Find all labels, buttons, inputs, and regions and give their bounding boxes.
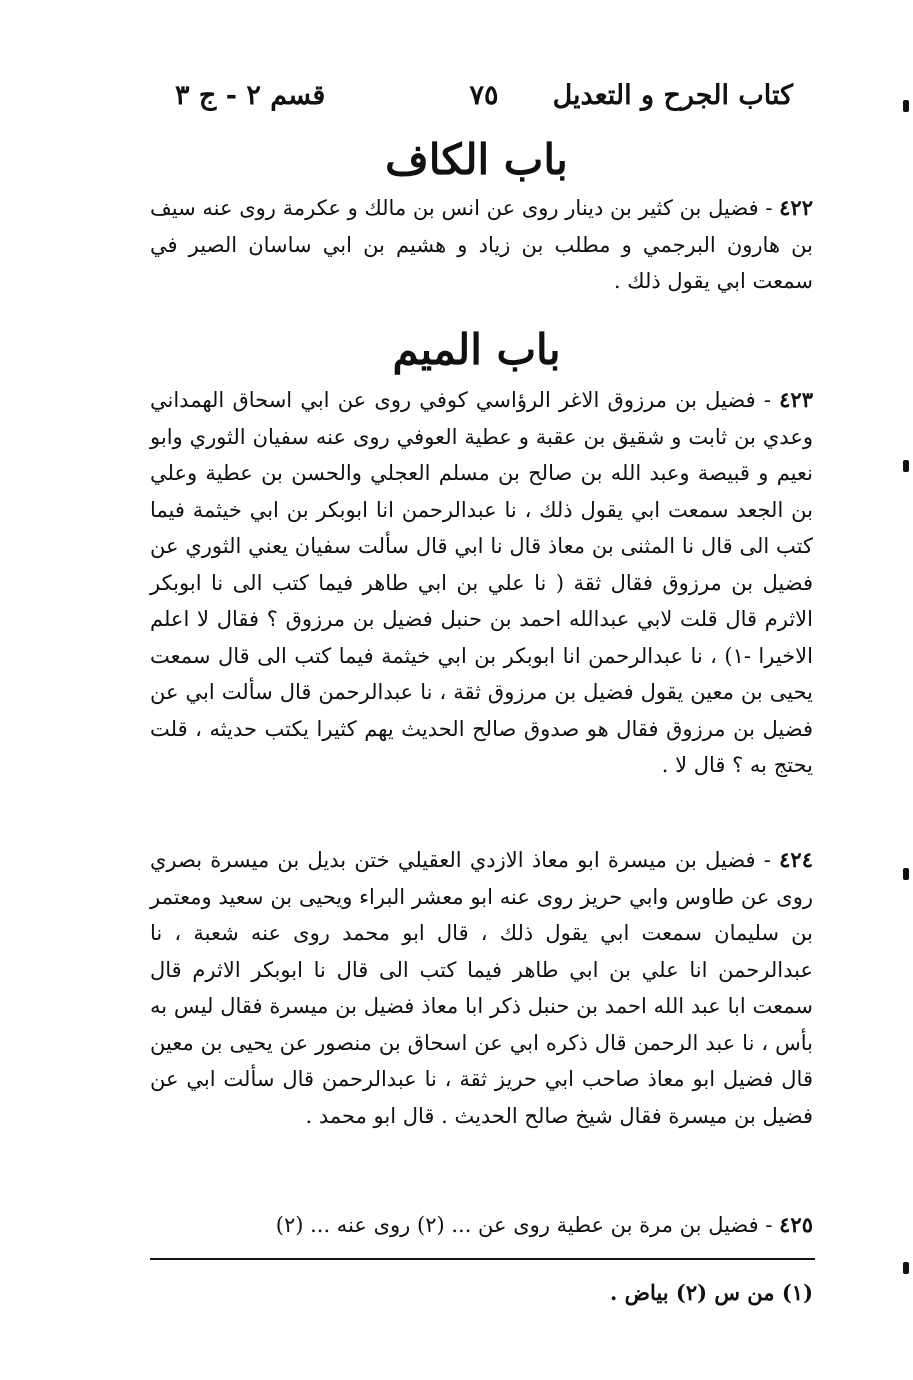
footnote: (١) من س (٢) بياض . — [609, 1280, 813, 1305]
book-title: كتاب الجرح و التعديل — [552, 80, 793, 111]
entry-number: ٤٢٤ — [779, 847, 813, 872]
margin-mark — [903, 868, 909, 880]
margin-mark — [903, 460, 909, 472]
entry-text: - فضيل بن مرزوق الاغر الرؤاسي كوفي روى عن ابي اسحاق الهمداني وعدي بن ثابت و شقيق بن عقبة و عطية العوفي روى عنه سفيان الثوري وابو نعيم و قبيصة وعبد الله بن صالح بن مسلم العجلي والحسن بن عطية وعلي بن الجعد سمعت ابي يقول ذلك ، نا عبدالرحمن انا ابوبكر بن ابي خيثمة فيما كتب الى قال نا المثنى بن معاذ قال نا ابي قال سألت سفيان يعني الثوري عن فضيل بن مرزوق فقال ثقة ( نا علي بن ابي طاهر فيما كتب الى نا ابوبكر الاثرم قال قلت لابي عبدالله احمد بن حنبل فضيل بن مرزوق ؟ فقال لا اعلم الاخيرا -١) ، نا عبدالرحمن انا ابوبكر بن ابي خيثمة فيما كتب الى قال سمعت يحيى بن معين يقول فضيل بن مرزوق ثقة ، نا عبدالرحمن قال سألت ابي عن فضيل بن مرزوق فقال هو صدوق صالح الحديث يهم كثيرا يكتب حديثه ، قلت يحتج به ؟ قال لا . — [150, 388, 813, 777]
entry-number: ٤٢٥ — [779, 1212, 813, 1237]
volume-label: قسم ٢ - ج ٣ — [175, 80, 326, 111]
page-number: ٧٥ — [469, 80, 499, 111]
section-heading-mim: باب الميم — [392, 325, 561, 374]
entry-text: - فضيل بن كثير بن دينار روى عن انس بن مالك و عكرمة روى عنه سيف بن هارون البرجمي و مطلب بن زياد و هشيم بن ابي ساسان الصير في سمعت ابي يقول ذلك . — [150, 196, 813, 293]
margin-mark — [903, 1262, 909, 1274]
entry-text: - فضيل بن مرة بن عطية روى عن ... (٢) روى عنه ... (٢) — [275, 1213, 773, 1237]
entry-423 — [150, 382, 813, 784]
section-heading-kaf: باب الكاف — [385, 135, 568, 184]
entry-text: - فضيل بن ميسرة ابو معاذ الازدي العقيلي ختن بديل بن ميسرة بصري روى عن طاوس وابي حريز روى عنه ابو معشر البراء ويحيى بن سعيد ومعتمر بن سليمان سمعت ابي يقول ذلك ، قال ابو محمد روى عنه شعبة ، نا عبدالرحمن انا علي بن ابي طاهر فيما كتب الى قال نا ابوبكر الاثرم قال سمعت ابا عبد الله احمد بن حنبل ذكر ابا معاذ فضيل بن ميسرة فقال ليس به بأس ، نا عبد الرحمن قال ذكره ابي عن اسحاق بن منصور عن يحيى بن معين قال فضيل ابو معاذ صاحب ابي حريز ثقة ، نا عبدالرحمن قال سألت ابي عن فضيل بن ميسرة فقال شيخ صالح الحديث . قال ابو محمد . — [150, 848, 813, 1128]
entry-number: ٤٢٣ — [779, 387, 813, 412]
entry-422 — [150, 190, 813, 300]
entry-424 — [150, 842, 813, 1134]
footnote-divider — [150, 1258, 815, 1260]
running-header — [175, 80, 793, 120]
entry-number: ٤٢٢ — [779, 195, 813, 220]
entry-425 — [150, 1207, 813, 1244]
margin-mark — [903, 100, 909, 112]
